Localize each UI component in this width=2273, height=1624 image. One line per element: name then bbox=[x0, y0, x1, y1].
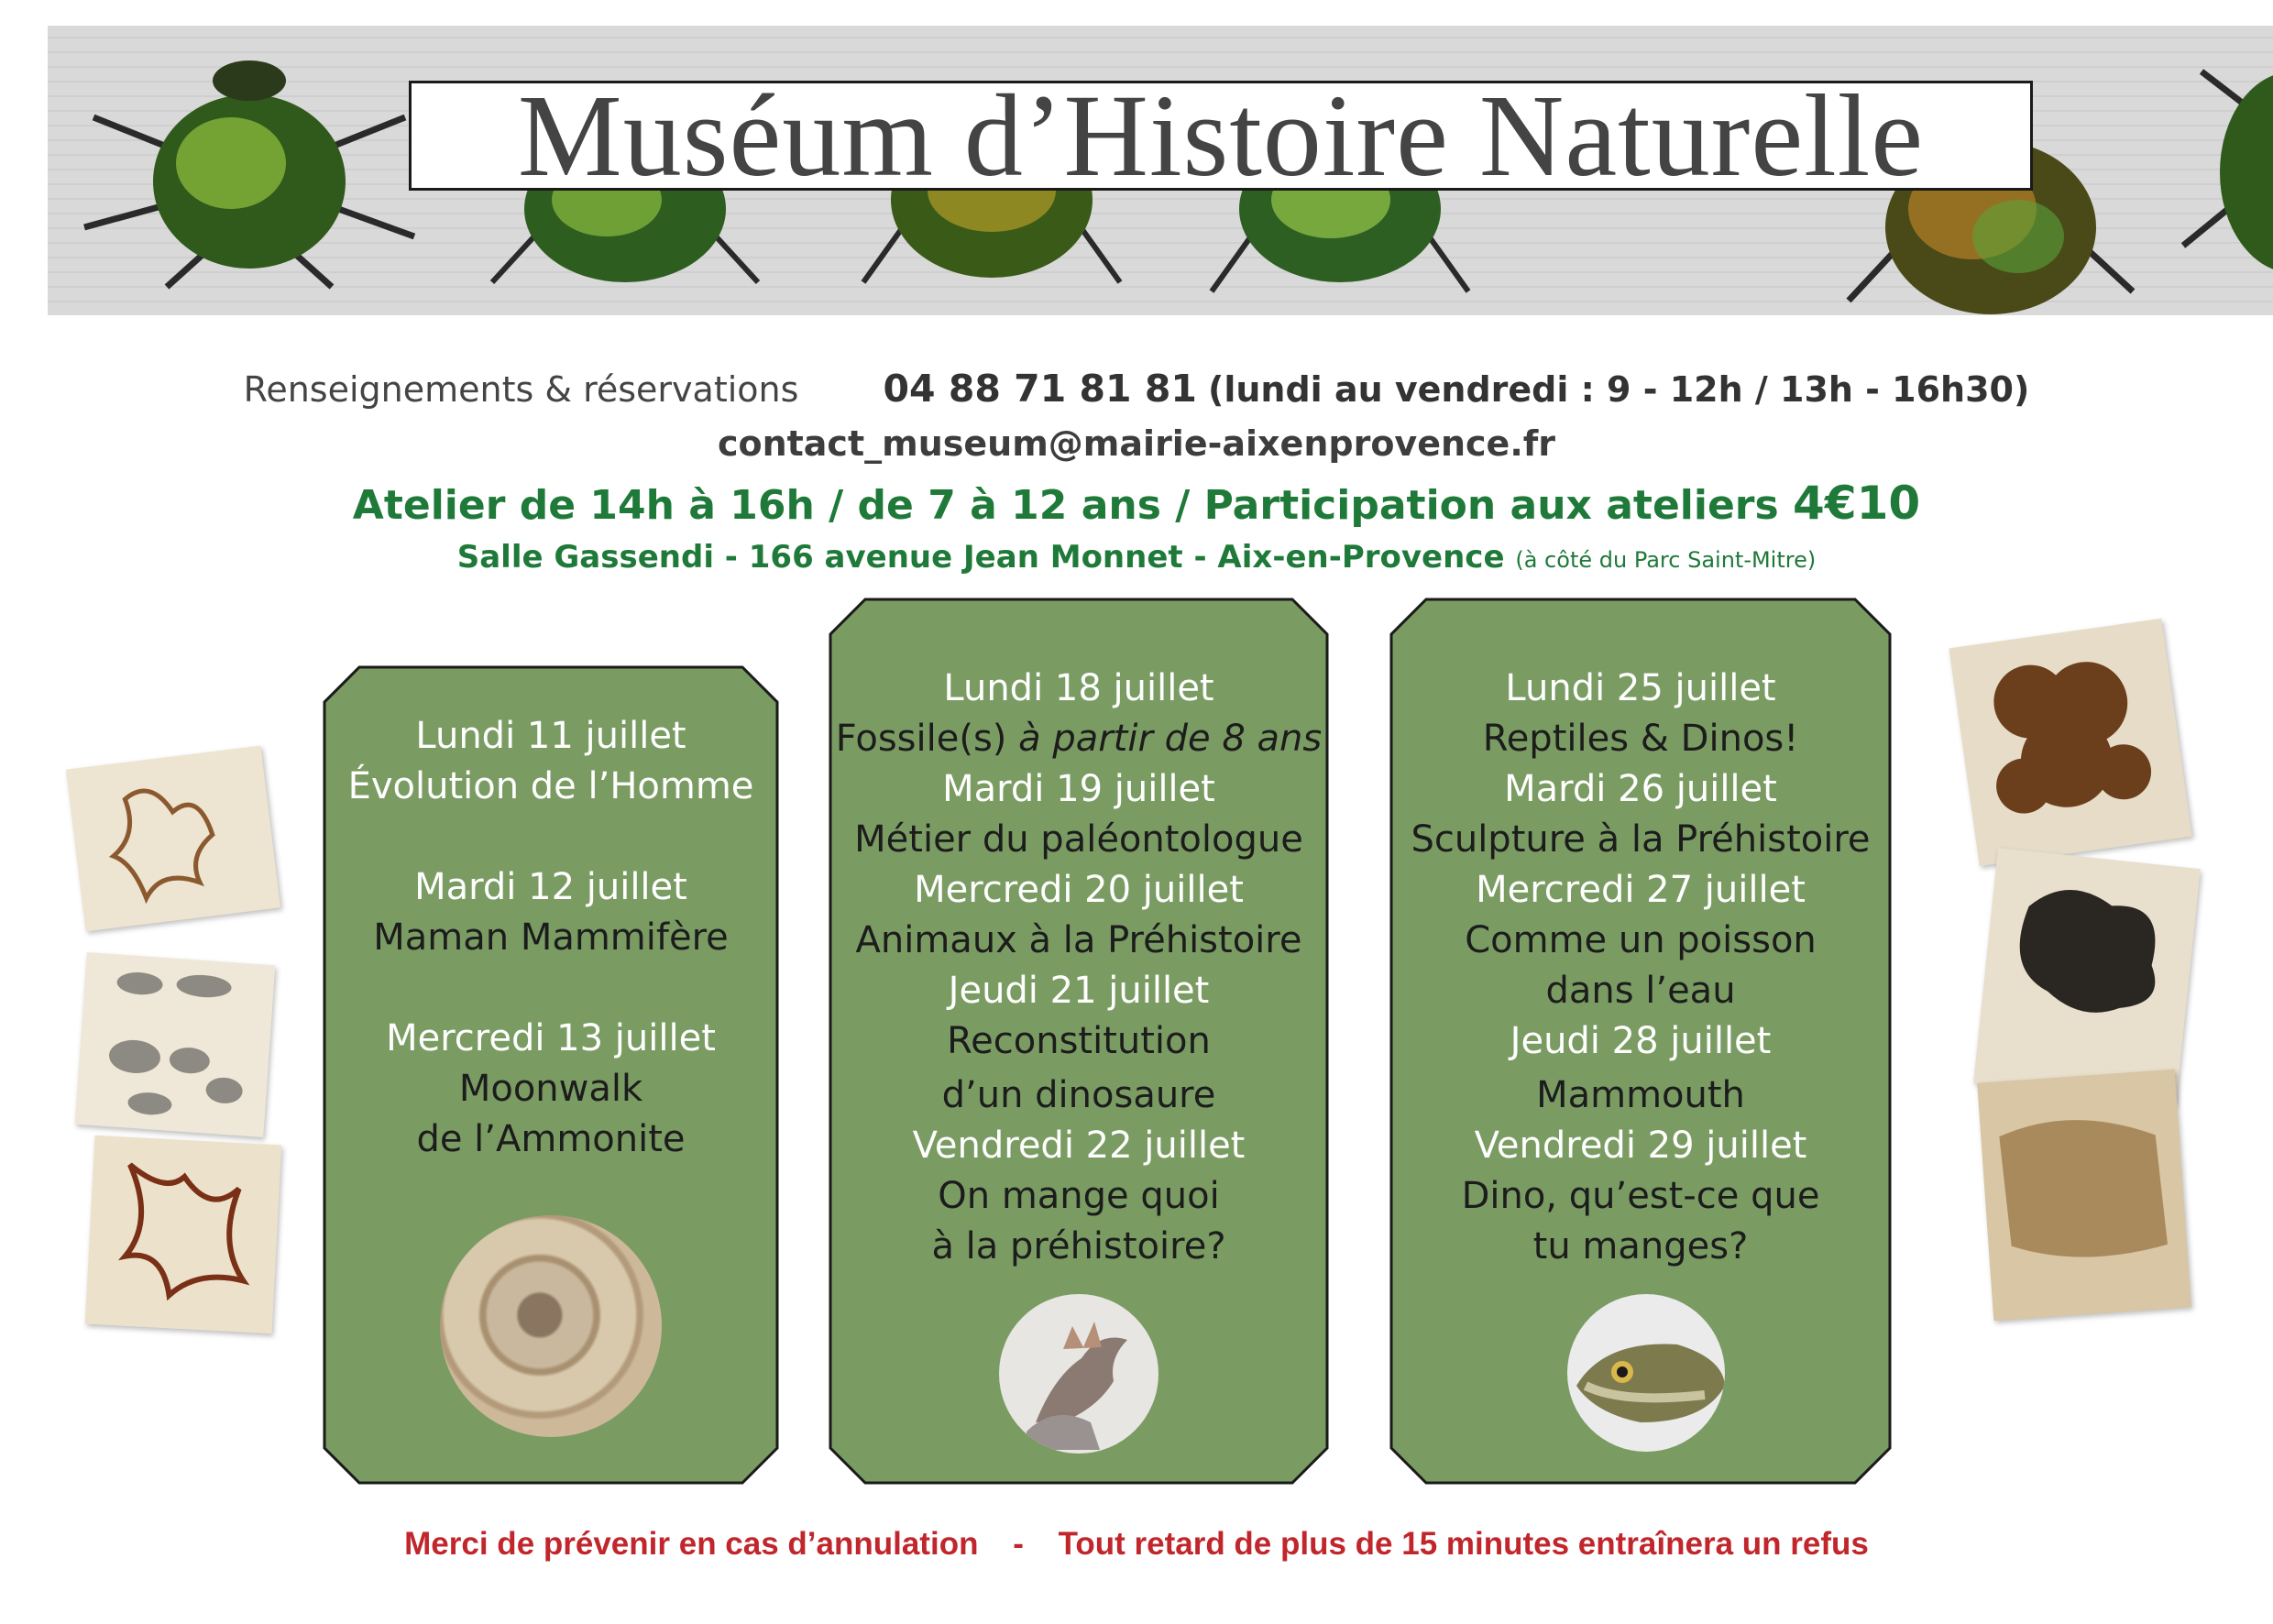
activity-label: Comme un poisson bbox=[1465, 919, 1817, 961]
card-week-3 bbox=[1389, 598, 1892, 1485]
activity-label: Évolution de l’Homme bbox=[347, 765, 754, 807]
date-label: Lundi 25 juillet bbox=[1505, 667, 1776, 709]
date-label: Mardi 26 juillet bbox=[1504, 768, 1777, 810]
date-label: Vendredi 29 juillet bbox=[1474, 1125, 1807, 1167]
herbarium-specimen-image bbox=[66, 746, 280, 932]
card-week-2 bbox=[829, 598, 1329, 1485]
date-label: Mercredi 13 juillet bbox=[386, 1017, 716, 1059]
page-title: Muséum d’Histoire Naturelle bbox=[409, 81, 2033, 191]
venue-note: (à côté du Parc Saint-Mitre) bbox=[1515, 547, 1817, 573]
activity-label: Reptiles & Dinos! bbox=[1482, 718, 1799, 760]
herbarium-specimen-image bbox=[1977, 1070, 2191, 1321]
activity-label: d’un dinosaure bbox=[941, 1074, 1216, 1116]
venue-address: Salle Gassendi - 166 avenue Jean Monnet - Aix-en-Provence bbox=[456, 539, 1505, 576]
age-note: à partir de 8 ans bbox=[1018, 718, 1323, 760]
dinosaur-figurine-image bbox=[999, 1294, 1158, 1454]
fish-image bbox=[1567, 1294, 1725, 1452]
date-label: Mercredi 20 juillet bbox=[914, 869, 1244, 911]
date-label: Mardi 19 juillet bbox=[942, 768, 1215, 810]
contact-label: Renseignements & réservations bbox=[243, 369, 799, 410]
activity-label: dans l’eau bbox=[1545, 970, 1736, 1012]
date-label: Mercredi 27 juillet bbox=[1476, 869, 1806, 911]
activity-label: Dino, qu’est-ce que bbox=[1461, 1175, 1820, 1217]
footer-notice bbox=[0, 1526, 2273, 1563]
workshop-price: 4€10 bbox=[1793, 477, 1921, 530]
activity-label: Maman Mammifère bbox=[373, 916, 729, 959]
herbarium-specimen-image bbox=[85, 1136, 282, 1333]
date-label: Jeudi 21 juillet bbox=[948, 970, 1210, 1012]
phone-number[interactable]: 04 88 71 81 81 bbox=[883, 367, 1197, 411]
opening-hours: (lundi au vendredi : 9 - 12h / 13h - 16h30) bbox=[1207, 369, 2030, 410]
activity-label: tu manges? bbox=[1532, 1225, 1749, 1267]
date-label: Lundi 18 juillet bbox=[943, 667, 1214, 709]
activity-label: Sculpture à la Préhistoire bbox=[1411, 818, 1871, 861]
footer-separator: - bbox=[1013, 1526, 1024, 1562]
cancellation-notice: Merci de prévenir en cas d’annulation bbox=[404, 1526, 979, 1562]
activity-label: de l’Ammonite bbox=[416, 1118, 686, 1160]
activity-label: Mammouth bbox=[1536, 1074, 1745, 1116]
beetle-icon bbox=[2165, 35, 2273, 310]
workshop-info bbox=[0, 477, 2273, 530]
date-label: Vendredi 22 juillet bbox=[912, 1125, 1246, 1167]
date-label: Mardi 12 juillet bbox=[414, 866, 687, 908]
beetle-icon bbox=[75, 44, 423, 291]
lateness-notice: Tout retard de plus de 15 minutes entraînera un refus bbox=[1058, 1526, 1869, 1562]
workshop-details: Atelier de 14h à 16h / de 7 à 12 ans / Participation aux ateliers bbox=[352, 482, 1779, 529]
date-label: Lundi 11 juillet bbox=[415, 715, 686, 757]
card-week-1 bbox=[323, 665, 779, 1485]
ammonite-image bbox=[440, 1215, 662, 1437]
venue-line bbox=[0, 539, 2273, 576]
activity-label: Reconstitution bbox=[947, 1020, 1211, 1062]
herbarium-specimen-image bbox=[1949, 619, 2191, 866]
date-label: Jeudi 28 juillet bbox=[1510, 1020, 1772, 1062]
activity-label: Animaux à la Préhistoire bbox=[855, 919, 1302, 961]
activity-label: On mange quoi bbox=[938, 1175, 1220, 1217]
activity-label: Métier du paléontologue bbox=[854, 818, 1303, 861]
email-address[interactable]: contact_museum@mairie-aixenprovence.fr bbox=[717, 423, 1556, 464]
herbarium-specimen-image bbox=[75, 952, 276, 1137]
herbarium-specimen-image bbox=[1973, 848, 2201, 1104]
activity-label: Moonwalk bbox=[458, 1068, 643, 1110]
activity-label: Fossile(s) à partir de 8 ans bbox=[835, 718, 1323, 760]
contact-line bbox=[0, 367, 2273, 411]
activity-label: à la préhistoire? bbox=[931, 1225, 1226, 1267]
